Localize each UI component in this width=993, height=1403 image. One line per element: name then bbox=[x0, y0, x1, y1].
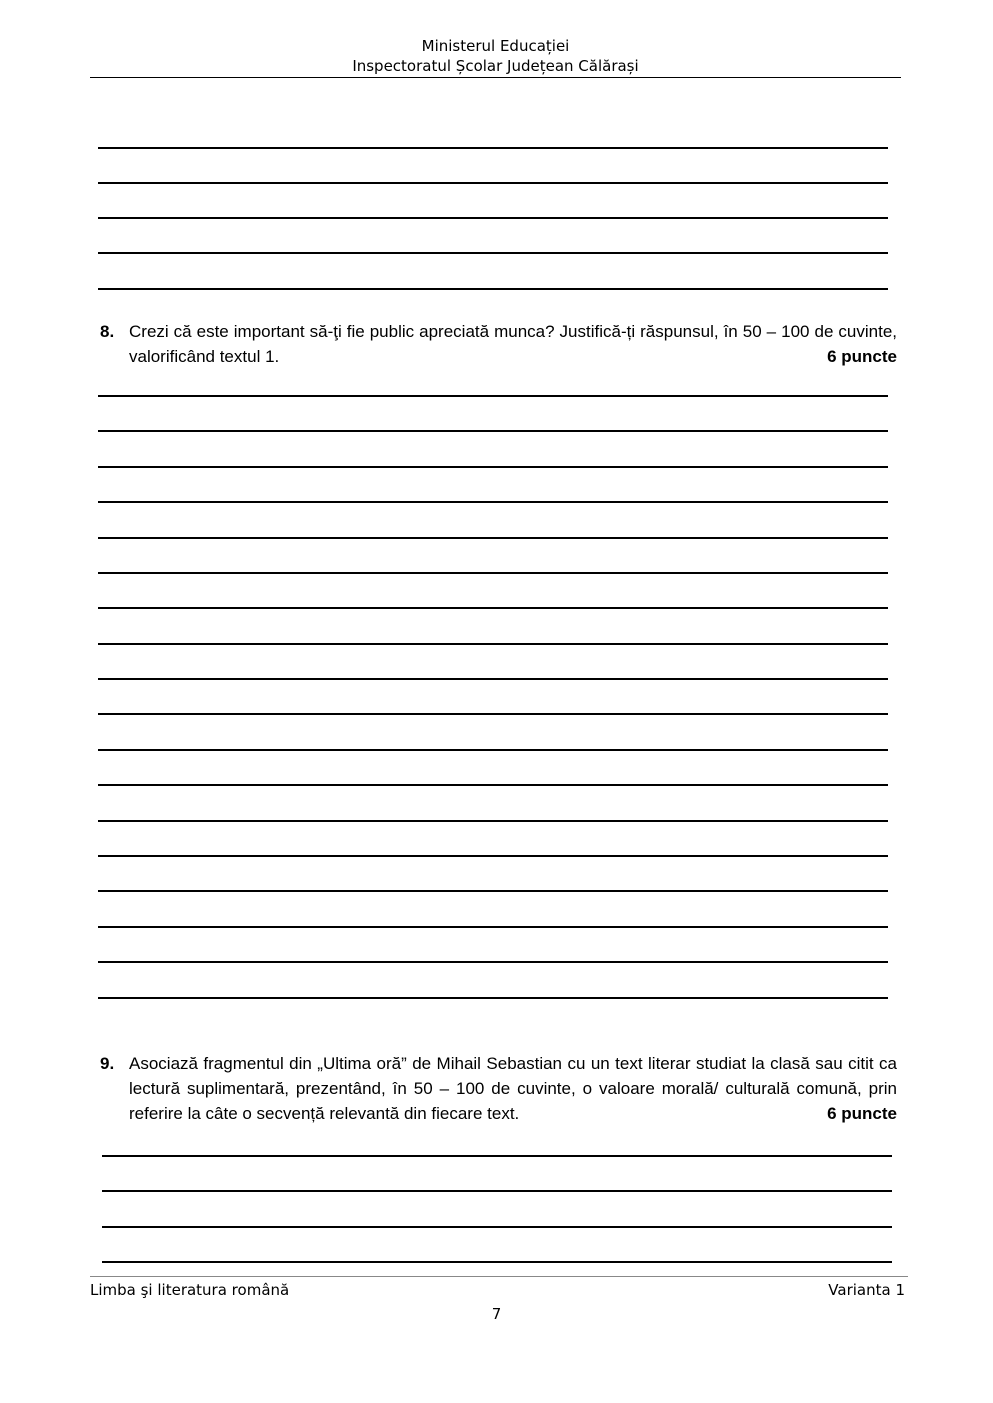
question-number: 9. bbox=[100, 1054, 115, 1073]
answer-line[interactable] bbox=[98, 784, 888, 786]
answer-line[interactable] bbox=[102, 1261, 892, 1263]
answer-line[interactable] bbox=[98, 182, 888, 184]
question-points: 6 puncte bbox=[827, 347, 897, 366]
answer-line[interactable] bbox=[102, 1155, 892, 1157]
question-text: Asociază fragmentul din „Ultima oră” de Mihail Sebastian cu un text literar studiat la clasă sau citit ca lectură suplimentară, prezentând, în 50 – 100 de cuvinte, o valoare morală/ culturală comună, prin referire la câte o secvență relevantă din fiecare text. bbox=[129, 1054, 897, 1123]
answer-line[interactable] bbox=[98, 537, 888, 539]
question-8 bbox=[100, 319, 897, 369]
answer-line[interactable] bbox=[98, 713, 888, 715]
header-ministry: Ministerul Educației bbox=[421, 37, 570, 55]
answer-line[interactable] bbox=[98, 501, 888, 503]
answer-line[interactable] bbox=[98, 217, 888, 219]
answer-line[interactable] bbox=[98, 288, 888, 290]
answer-line[interactable] bbox=[98, 749, 888, 751]
answer-line[interactable] bbox=[98, 466, 888, 468]
answer-line[interactable] bbox=[98, 890, 888, 892]
footer-rule bbox=[90, 1276, 908, 1277]
question-points: 6 puncte bbox=[827, 1104, 897, 1123]
answer-line[interactable] bbox=[102, 1190, 892, 1192]
page-header bbox=[90, 36, 901, 76]
answer-line[interactable] bbox=[98, 252, 888, 254]
answer-line[interactable] bbox=[98, 643, 888, 645]
answer-line[interactable] bbox=[98, 926, 888, 928]
page-number: 7 bbox=[491, 1305, 502, 1323]
answer-line[interactable] bbox=[98, 961, 888, 963]
footer-subject: Limba şi literatura română bbox=[90, 1281, 290, 1299]
question-9 bbox=[100, 1051, 897, 1126]
answer-line[interactable] bbox=[98, 820, 888, 822]
header-inspectorate: Inspectoratul Școlar Județean Călărași bbox=[352, 57, 639, 75]
answer-line[interactable] bbox=[98, 430, 888, 432]
answer-line[interactable] bbox=[102, 1226, 892, 1228]
answer-line[interactable] bbox=[98, 855, 888, 857]
answer-line[interactable] bbox=[98, 678, 888, 680]
answer-line[interactable] bbox=[98, 395, 888, 397]
footer-variant: Varianta 1 bbox=[828, 1281, 905, 1299]
answer-line[interactable] bbox=[98, 997, 888, 999]
header-rule bbox=[90, 77, 901, 78]
answer-line[interactable] bbox=[98, 147, 888, 149]
question-number: 8. bbox=[100, 322, 115, 341]
answer-line[interactable] bbox=[98, 572, 888, 574]
answer-line[interactable] bbox=[98, 607, 888, 609]
question-text: Crezi că este important să-ţi fie public apreciată munca? Justifică-ți răspunsul, în 50 – 100 de cuvinte, valorificând textul 1. bbox=[129, 322, 897, 366]
